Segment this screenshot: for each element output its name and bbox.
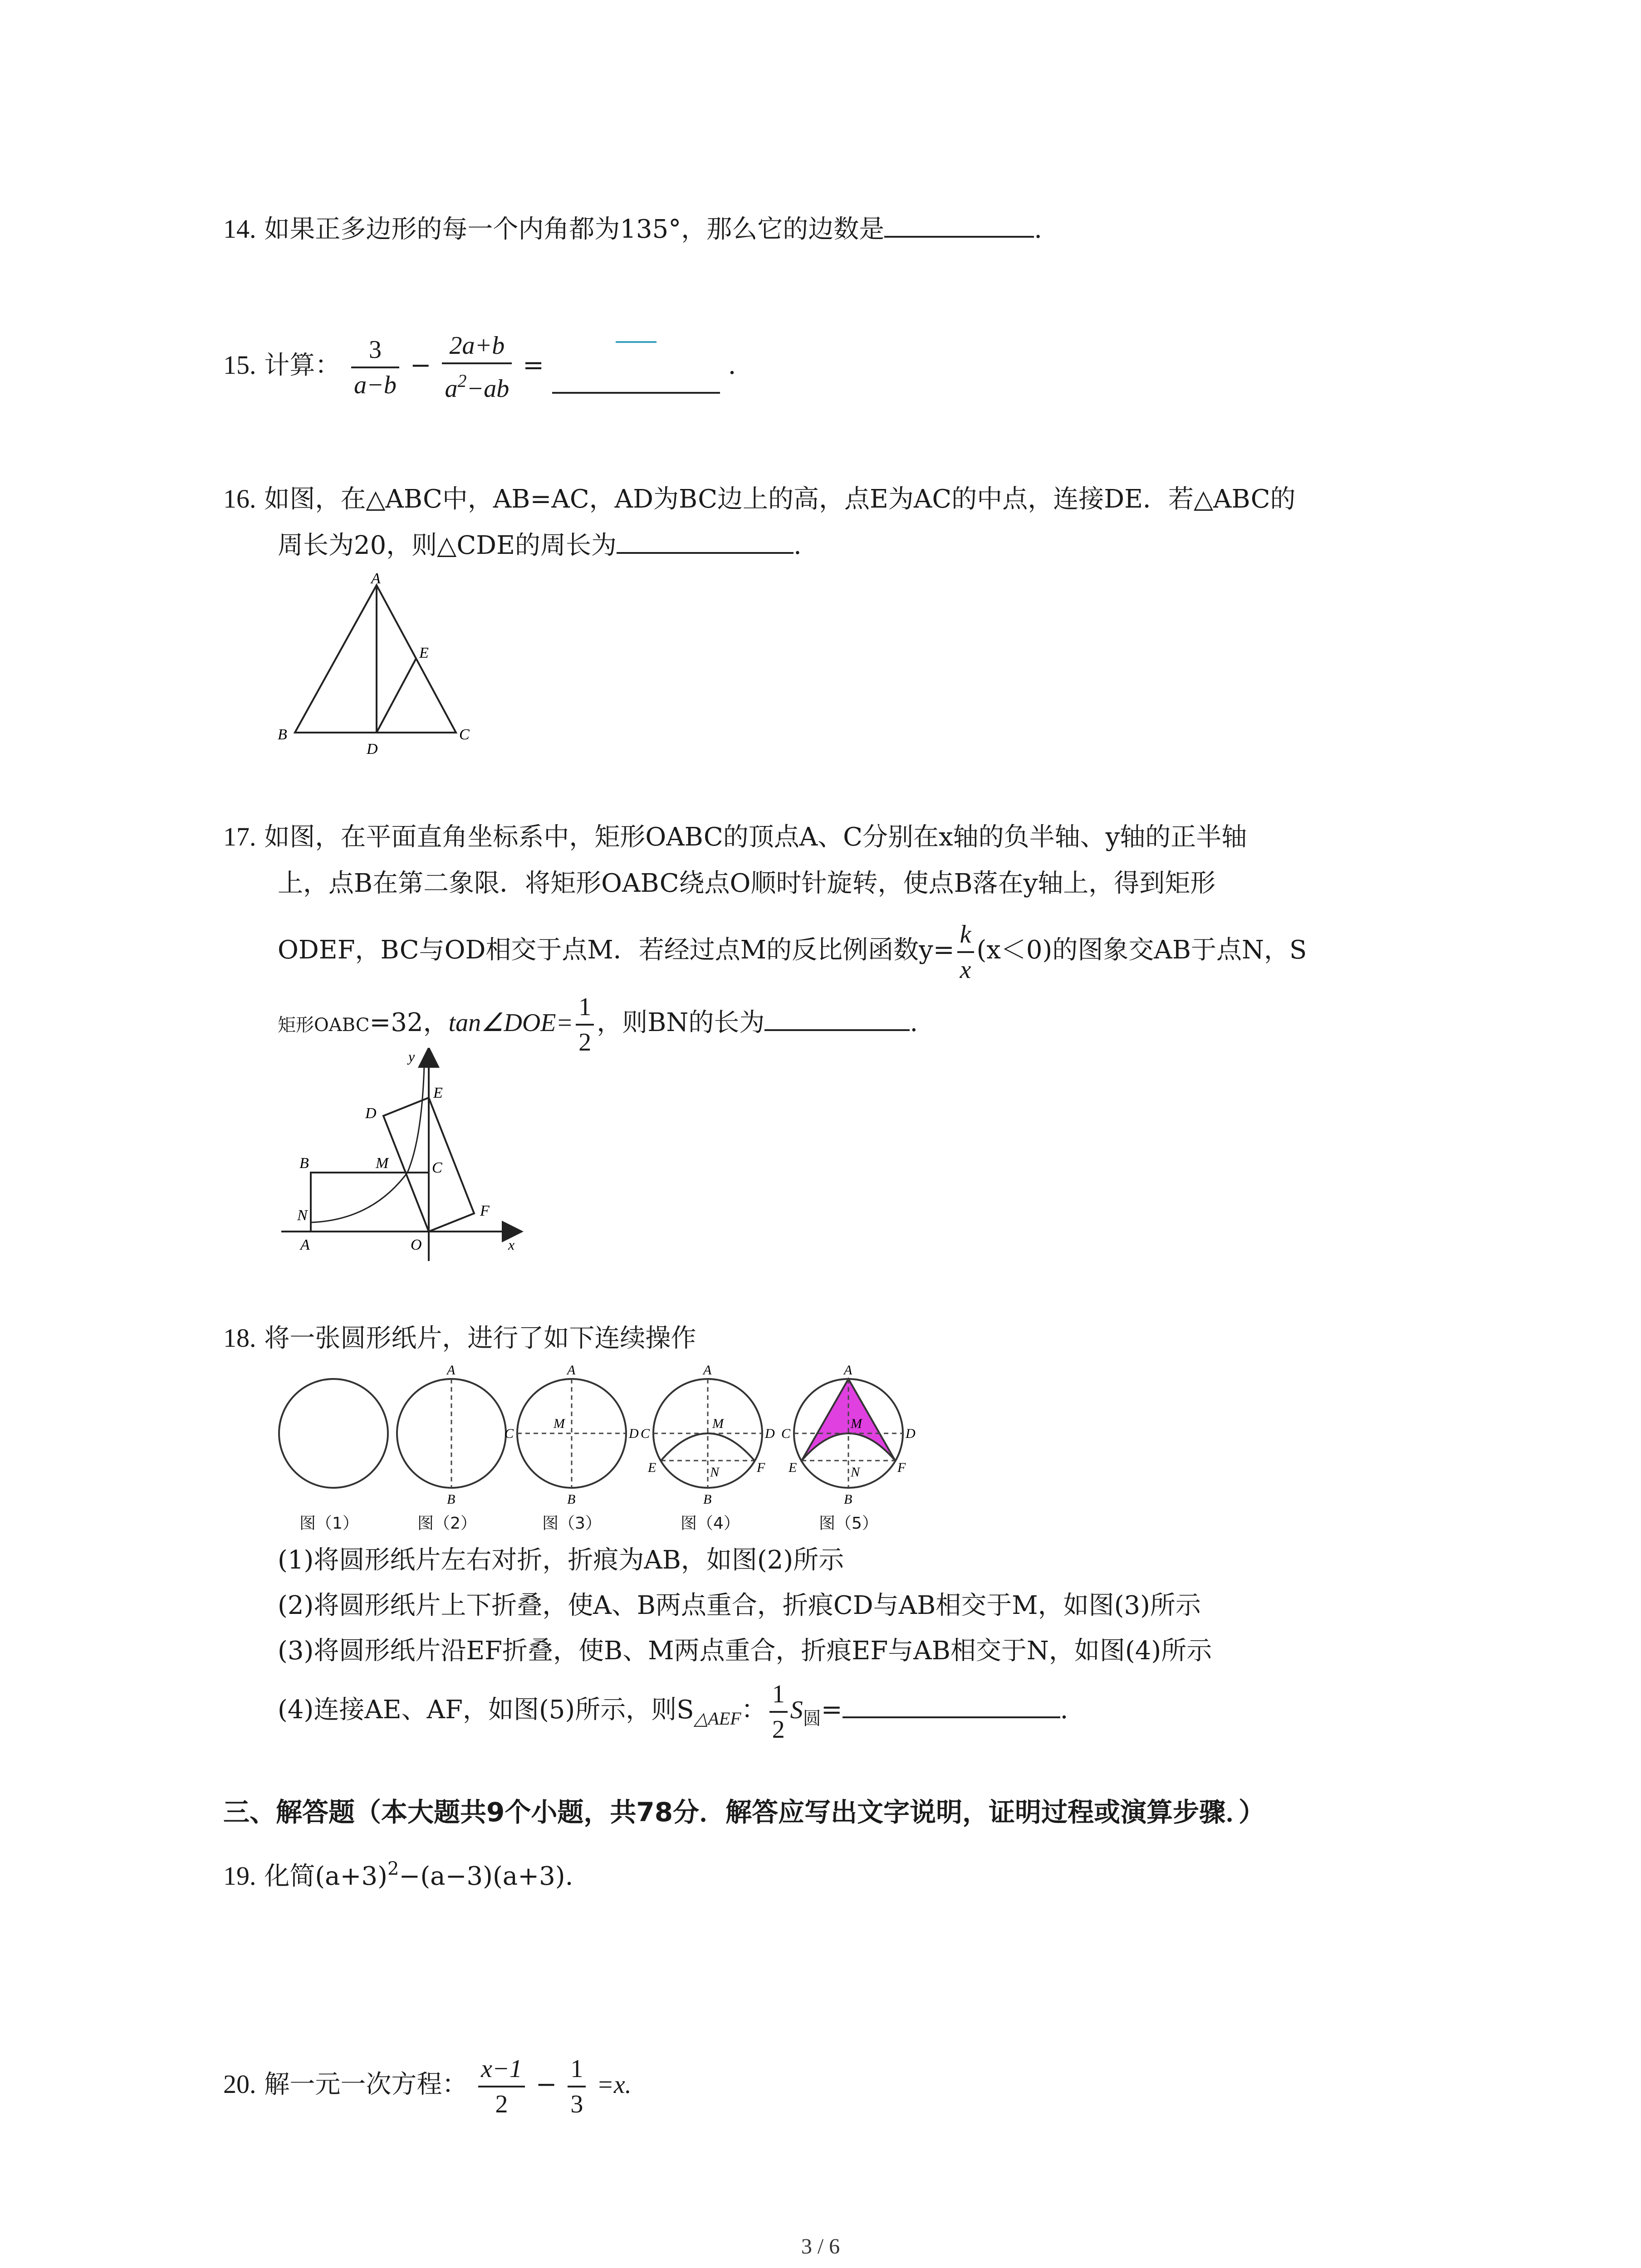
q18-fig4-label-m: M [712, 1416, 724, 1431]
q16-triangle-abc [295, 585, 456, 733]
q15-f2-den-base: a [445, 375, 458, 403]
q20-f2-denominator: 3 [570, 2090, 583, 2118]
q18-line-intro [223, 1320, 696, 1357]
page-number: 3 / 6 [801, 2234, 840, 2258]
q17-text-1: 如图，在平面直角坐标系中，矩形OABC的顶点A、C分别在x轴的负半轴、y轴的正半轴 [264, 822, 1247, 852]
q18-step2-text: (2)将圆形纸片上下折叠，使A、B两点重合，折痕CD与AB相交于M，如图(3)所示 [278, 1591, 1201, 1620]
q18-step-4 [278, 1672, 1068, 1757]
q18-fig5-label-d: D [906, 1426, 916, 1441]
q18-step4-subscript-circle: 圆 [803, 1708, 821, 1729]
q17-frac2-numerator: 1 [576, 990, 594, 1026]
q14-end: . [1034, 215, 1043, 244]
q18-fig3-label-b: B [567, 1492, 576, 1507]
q18-caption-5: 图（5） [819, 1514, 878, 1533]
q18-fig4-label-n: N [710, 1465, 720, 1480]
q18-step4-equals: = [821, 1695, 843, 1725]
q15-f2-den-sup: 2 [457, 371, 467, 391]
q20-f1-numerator: x−1 [478, 2052, 525, 2087]
q20-fraction-1 [478, 2052, 525, 2121]
q17-frac-denominator: x [960, 955, 971, 984]
q17-tan-expression: tan∠DOE= [448, 1009, 573, 1037]
q17-hyperbola-curve [311, 1066, 424, 1222]
q19-superscript: 2 [387, 1858, 399, 1879]
q15-f2-denominator [442, 364, 512, 406]
q18-intro: 将一张圆形纸片，进行了如下连续操作 [264, 1324, 696, 1353]
q20-f2-numerator: 1 [568, 2052, 586, 2087]
q20-f1-denominator: 2 [495, 2090, 508, 2118]
q16-line-2 [278, 528, 802, 564]
q16-triangle-figure [268, 572, 495, 762]
q15-answer-blank [552, 387, 720, 394]
q18-folding-figures [272, 1361, 953, 1515]
q18-fig2-label-a: A [447, 1363, 456, 1378]
q17-text-3a: ODEF，BC与OD相交于点M．若经过点M的反比例函数y= [278, 935, 955, 965]
q17-label-n: N [297, 1207, 308, 1224]
q16-label-e: E [419, 645, 429, 661]
q15-f1-numerator: 3 [351, 333, 399, 368]
q19-text-a: 化简(a+3) [264, 1862, 387, 1891]
q18-fraction-half [769, 1677, 788, 1746]
q20-fraction-2 [568, 2052, 586, 2121]
q18-fig5-label-n: N [851, 1465, 860, 1480]
q17-fraction-k-over-x [957, 918, 974, 987]
q18-step1-text: (1)将圆形纸片左右对折，折痕为AB，如图(2)所示 [278, 1545, 844, 1575]
q18-frac-numerator: 1 [769, 1677, 788, 1713]
q17-label-x: x [508, 1237, 515, 1253]
q18-fig4-label-d: D [765, 1426, 775, 1441]
q20-line [223, 2046, 632, 2123]
q14-answer-blank[interactable] [884, 231, 1034, 238]
q19-line [223, 1851, 573, 1895]
q17-text-2: 上，点B在第二象限．将矩形OABC绕点O顺时针旋转，使点B落在y轴上，得到矩形 [278, 869, 1216, 898]
q20-number: 20. [223, 2069, 256, 2099]
q18-step4-text-b: ： [741, 1695, 767, 1725]
q18-fig4-label-b: B [703, 1492, 712, 1507]
q20-minus: − [535, 2070, 557, 2099]
q17-frac2-denominator: 2 [578, 1028, 592, 1056]
q18-fig5-label-c: C [781, 1426, 791, 1441]
q17-text-4a: =32， [369, 1008, 449, 1037]
q18-caption-4: 图（4） [681, 1514, 740, 1533]
q17-end: . [910, 1008, 918, 1037]
q15-number: 15. [223, 350, 256, 380]
q17-line-2 [278, 865, 1215, 902]
q15-f2-den-rest: −ab [466, 375, 509, 403]
q18-fig5-label-a: A [844, 1363, 852, 1378]
q17-label-b: B [299, 1155, 309, 1172]
q18-fig5-label-m: M [851, 1416, 862, 1431]
q18-fig4-label-c: C [641, 1426, 650, 1441]
q15-line [223, 327, 736, 406]
q14-line [223, 211, 1042, 248]
q18-fig4-label-a: A [703, 1363, 712, 1378]
q19-text-b: −(a−3)(a+3). [399, 1862, 573, 1891]
q18-fig3-label-a: A [567, 1363, 576, 1378]
q18-fig3-label-c: C [505, 1426, 514, 1441]
q17-coordinate-figure [272, 1048, 526, 1266]
q15-fraction-1 [351, 333, 399, 402]
q17-label-o: O [411, 1237, 422, 1253]
q16-text-2: 周长为20，则△CDE的周长为 [278, 531, 617, 560]
q18-step-1 [278, 1542, 844, 1579]
q17-line-1 [223, 819, 1247, 855]
q17-text-3b: (x＜0)的图象交AB于点N，S [976, 935, 1307, 965]
q18-end: . [1060, 1695, 1068, 1725]
q18-fig4-label-f: F [757, 1460, 765, 1475]
q18-frac-denominator: 2 [772, 1715, 785, 1744]
q18-step3-text: (3)将圆形纸片沿EF折叠，使B、M两点重合，折痕EF与AB相交于N，如图(4)所示 [278, 1636, 1212, 1666]
q18-step4-subscript: △AEF [694, 1708, 741, 1729]
q17-text-4b: ，则BN的长为 [597, 1008, 765, 1037]
q18-caption-2: 图（2） [417, 1514, 477, 1533]
q17-label-a: A [300, 1237, 310, 1253]
q18-fig1-circle [279, 1379, 388, 1488]
q19-number: 19. [223, 1861, 256, 1891]
q16-label-a: A [371, 572, 381, 587]
q17-answer-blank[interactable] [764, 1025, 910, 1031]
q20-tail: =x. [597, 2071, 632, 2099]
q15-fraction-2 [442, 329, 512, 406]
q15-minus: − [410, 351, 431, 380]
q18-step4-text-a: (4)连接AE、AF，如图(5)所示，则S [278, 1695, 694, 1725]
q15-f2-numerator: 2a+b [442, 329, 512, 364]
q17-frac-numerator: k [957, 918, 974, 953]
q17-label-e: E [433, 1085, 443, 1101]
q18-caption-1: 图（1） [299, 1514, 359, 1533]
q15-answer-mark [616, 341, 656, 343]
q17-label-m: M [376, 1155, 389, 1172]
q16-label-c: C [459, 726, 470, 743]
q17-rectangle-oabc [311, 1173, 429, 1232]
q18-answer-blank[interactable] [843, 1712, 1060, 1718]
q15-equals: = [523, 351, 544, 380]
q17-area-subscript: 矩形OABC [278, 1015, 370, 1036]
q17-line-3 [278, 912, 1307, 989]
q18-step4-s: S [790, 1696, 803, 1724]
q15-end: . [728, 351, 736, 380]
q18-fig3-label-m: M [554, 1416, 565, 1431]
q17-number: 17. [223, 822, 256, 851]
q17-label-f: F [480, 1202, 490, 1219]
q18-fig5-label-b: B [844, 1492, 852, 1507]
q18-fig5-label-f: F [897, 1460, 906, 1475]
q17-label-y: y [408, 1048, 415, 1065]
q18-fig2-label-b: B [447, 1492, 456, 1507]
q14-text: 如果正多边形的每一个内角都为135°，那么它的边数是 [264, 215, 885, 244]
section-3-heading: 三、解答题（本大题共9个小题，共78分．解答应写出文字说明，证明过程或演算步骤．） [223, 1797, 1265, 1828]
q18-step-3 [278, 1633, 1212, 1669]
q16-end: . [793, 531, 802, 560]
q17-label-d: D [365, 1105, 377, 1122]
q16-line-1 [223, 481, 1296, 518]
q16-label-d: D [367, 741, 378, 758]
q18-step-2 [278, 1588, 1201, 1624]
q15-lead: 计算： [264, 351, 341, 380]
q15-f1-denominator: a−b [354, 371, 397, 399]
q16-segment-de [377, 659, 416, 733]
q18-fig4-label-e: E [648, 1460, 656, 1475]
q16-answer-blank[interactable] [617, 547, 794, 554]
q20-lead: 解一元一次方程： [264, 2070, 468, 2099]
q18-caption-3: 图（3） [542, 1514, 602, 1533]
q15-answer-area[interactable] [552, 347, 720, 374]
q16-label-b: B [278, 726, 287, 743]
q14-number: 14. [223, 214, 256, 244]
q18-number: 18. [223, 1323, 256, 1353]
q16-number: 16. [223, 484, 256, 513]
q18-fig3-label-d: D [629, 1426, 639, 1441]
q17-label-c: C [432, 1159, 442, 1176]
q16-text-1: 如图，在△ABC中，AB=AC，AD为BC边上的高，点E为AC的中点，连接DE．若△ABC的 [264, 484, 1296, 514]
q17-fraction-half [576, 990, 594, 1059]
q18-fig5-label-e: E [789, 1460, 797, 1475]
